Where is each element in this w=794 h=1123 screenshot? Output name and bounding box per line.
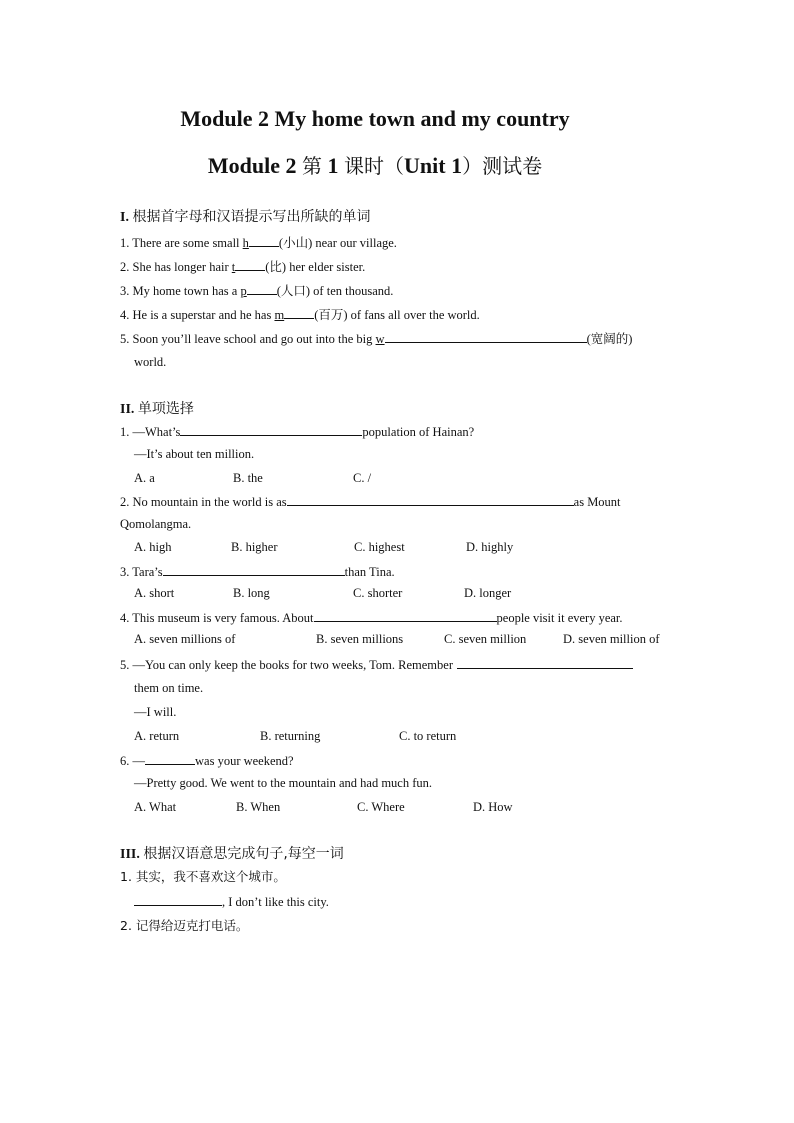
question-text: population of Hainan?: [362, 425, 475, 439]
option-c[interactable]: C. Where: [357, 800, 405, 814]
subtitle-part: 课时（: [344, 154, 405, 178]
option-d[interactable]: D. seven million of: [563, 632, 660, 646]
question-text: 4. This museum is very famous. About: [120, 611, 314, 625]
option-d[interactable]: D. longer: [464, 586, 512, 600]
option-a[interactable]: A. What: [134, 800, 177, 814]
section-3-heading: [120, 843, 344, 863]
question-text: 3. My home town has a: [120, 284, 241, 298]
subtitle-part: Module 2: [207, 153, 303, 178]
option-c[interactable]: C. highest: [354, 540, 405, 554]
answer-blank[interactable]: [134, 893, 222, 906]
question-2-5: [120, 656, 633, 673]
hint-letter: w: [375, 332, 385, 346]
question-text: 4. He is a superstar and he has: [120, 308, 275, 322]
answer-blank[interactable]: [284, 306, 314, 319]
question-2-6: [120, 752, 294, 769]
question-text: 1. —What’s: [120, 425, 181, 439]
answer-blank[interactable]: [235, 258, 265, 271]
hint-letter: t: [231, 260, 236, 274]
section-number: II.: [120, 402, 135, 417]
question-2-4: [120, 609, 623, 626]
question-text: (小山) near our village.: [278, 236, 397, 250]
question-text: 5. —You can only keep the books for two weeks, Tom. Remember: [120, 658, 453, 672]
question-2-5-continued: them on time.: [134, 681, 204, 695]
question-text: 2. No mountain in the world is as: [120, 495, 287, 509]
page-title: Module 2 My home town and my country: [180, 106, 570, 131]
option-a[interactable]: A. short: [134, 586, 175, 600]
question-1-5: [120, 330, 632, 347]
question-1-1: [120, 234, 397, 251]
question-text: 3. Tara’s: [120, 565, 163, 579]
answer-blank[interactable]: [287, 493, 574, 506]
option-a[interactable]: A. return: [134, 729, 180, 743]
option-a[interactable]: A. a: [134, 471, 155, 485]
option-b[interactable]: B. long: [233, 586, 270, 600]
hint-letter: h: [242, 236, 249, 250]
option-b[interactable]: B. When: [236, 800, 281, 814]
question-2-5-reply: —I will.: [134, 705, 177, 719]
option-a[interactable]: A. high: [134, 540, 172, 554]
answer-blank[interactable]: [249, 234, 279, 247]
question-text: 5. Soon you’ll leave school and go out into the big: [120, 332, 376, 346]
subtitle-part: 第: [302, 154, 323, 178]
option-b[interactable]: B. returning: [260, 729, 321, 743]
section-title: 单项选择: [137, 401, 194, 417]
option-c[interactable]: C. shorter: [353, 586, 403, 600]
question-text: (宽阔的): [586, 332, 633, 346]
page-subtitle: [0, 150, 750, 179]
answer-blank[interactable]: [180, 423, 362, 436]
question-1-2: [120, 258, 365, 275]
section-number: I.: [120, 210, 129, 225]
question-1-4: [120, 306, 480, 323]
section-1-heading: [120, 206, 370, 226]
answer-blank[interactable]: [247, 282, 277, 295]
question-2-2: [120, 493, 621, 510]
question-text: 1. There are some small: [120, 236, 243, 250]
question-2-3: [120, 563, 395, 580]
question-text: was your weekend?: [195, 754, 294, 768]
answer-blank[interactable]: [145, 752, 195, 765]
question-text: people visit it every year.: [496, 611, 623, 625]
question-text: (比) her elder sister.: [265, 260, 366, 274]
subtitle-part: 1: [322, 153, 345, 178]
question-text: (人口) of ten thousand.: [276, 284, 394, 298]
question-2-2-continued: Qomolangma.: [120, 517, 192, 531]
option-b[interactable]: B. the: [233, 471, 263, 485]
section-title: 根据汉语意思完成句子,每空一词: [143, 846, 344, 862]
answer-blank[interactable]: [457, 656, 633, 669]
section-2-heading: [120, 398, 194, 418]
hint-letter: p: [240, 284, 247, 298]
option-b[interactable]: B. higher: [231, 540, 278, 554]
question-text: as Mount: [573, 495, 621, 509]
section-title: 根据首字母和汉语提示写出所缺的单词: [132, 209, 371, 225]
question-text: (百万) of fans all over the world.: [314, 308, 480, 322]
question-2-1-reply: —It’s about ten million.: [134, 447, 255, 461]
option-d[interactable]: D. highly: [466, 540, 514, 554]
option-d[interactable]: D. How: [473, 800, 513, 814]
question-2-1: [120, 423, 474, 440]
answer-blank[interactable]: [314, 609, 497, 622]
hint-letter: m: [274, 308, 285, 322]
subtitle-part: Unit 1: [404, 153, 463, 178]
subtitle-part: ）测试卷: [462, 154, 543, 178]
option-c[interactable]: C. seven million: [444, 632, 527, 646]
question-3-1: [134, 893, 329, 910]
answer-blank[interactable]: [163, 563, 345, 576]
option-b[interactable]: B. seven millions: [316, 632, 404, 646]
question-text: 6. —: [120, 754, 145, 768]
option-c[interactable]: C. to return: [399, 729, 457, 743]
question-text: , I don’t like this city.: [222, 895, 329, 909]
question-1-5-continued: world.: [134, 355, 167, 369]
option-a[interactable]: A. seven millions of: [134, 632, 236, 646]
question-1-3: [120, 282, 393, 299]
section-number: III.: [120, 847, 140, 862]
question-3-2-chinese: 2. 记得给迈克打电话。: [120, 918, 249, 933]
question-3-1-chinese: 1. 其实，我不喜欢这个城市。: [120, 869, 286, 884]
option-c[interactable]: C. /: [353, 471, 372, 485]
answer-blank[interactable]: [385, 330, 587, 343]
question-2-6-reply: —Pretty good. We went to the mountain and had much fun.: [134, 776, 433, 790]
question-text: than Tina.: [344, 565, 395, 579]
question-text: 2. She has longer hair: [120, 260, 232, 274]
